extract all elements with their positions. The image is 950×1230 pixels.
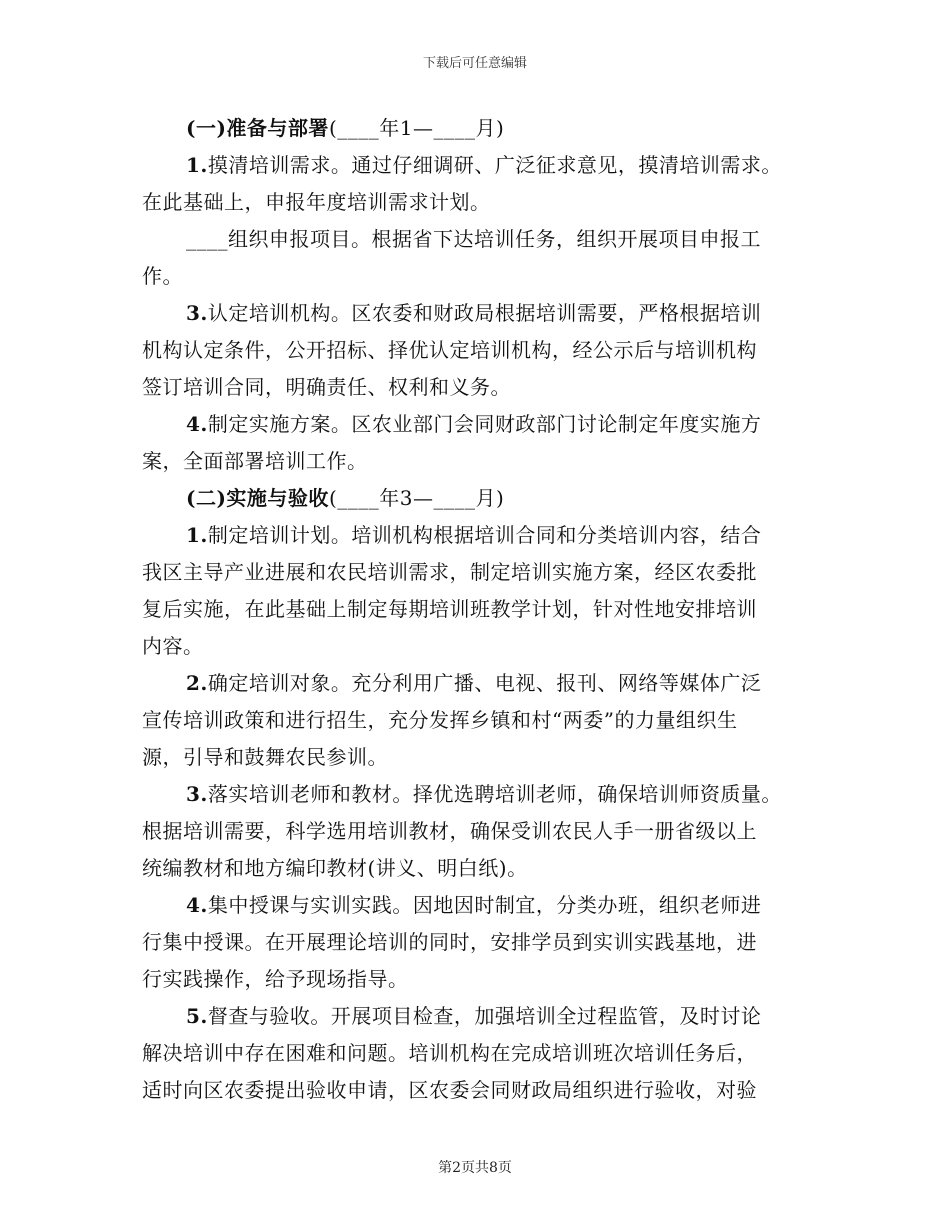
- paragraph-text: 集中授课与实训实践。因地因时制宜，分类办班，组织老师进: [207, 893, 762, 917]
- paragraph-line: [142, 406, 808, 443]
- paragraph-text: 摸清培训需求。通过仔细调研、广泛征求意见，摸清培训需求。: [207, 153, 782, 177]
- paragraph-line: 根据培训需要，科学选用培训教材，确保受训农民人手一册省级以上: [142, 819, 757, 843]
- section-heading-period: (____年1—____月): [328, 116, 505, 140]
- section-heading-label: (二)实施与验收: [186, 486, 329, 510]
- paragraph-text: ____组织申报项目。根据省下达培训任务，组织开展项目申报工: [186, 227, 761, 251]
- paragraph-line: 案，全面部署培训工作。: [142, 449, 368, 473]
- paragraph-line: 复后实施，在此基础上制定每期培训班教学计划，针对性地安排培训: [142, 597, 757, 621]
- section-heading: [142, 110, 808, 147]
- item-number: 3.: [186, 301, 208, 325]
- paragraph-line: [142, 887, 808, 924]
- paragraph-line: [142, 221, 808, 258]
- item-number: 3.: [186, 782, 208, 806]
- paragraph-line: 行实践操作，给予现场指导。: [142, 967, 409, 991]
- paragraph-line: 宣传培训政策和进行招生，充分发挥乡镇和村“两委”的力量组织生: [142, 708, 738, 732]
- item-number: 4.: [186, 893, 208, 917]
- paragraph-text: 落实培训老师和教材。择优选聘培训老师，确保培训师资质量。: [207, 782, 782, 806]
- paragraph-text: 制定培训计划。培训机构根据培训合同和分类培训内容，结合: [207, 523, 762, 547]
- section-heading-period: (____年3—____月): [328, 486, 505, 510]
- paragraph-text: 认定培训机构。区农委和财政局根据培训需要，严格根据培训: [207, 301, 762, 325]
- paragraph-line: 作。: [142, 264, 183, 288]
- section-heading: [142, 480, 808, 517]
- paragraph-line: [142, 998, 808, 1035]
- paragraph-line: 行集中授课。在开展理论培训的同时，安排学员到实训实践基地，进: [142, 930, 757, 954]
- paragraph-line: 内容。: [142, 634, 204, 658]
- paragraph-line: 适时向区农委提出验收申请，区农委会同财政局组织进行验收，对验: [142, 1078, 757, 1102]
- page-number: 第2页共8页: [438, 1160, 512, 1176]
- document-body: [142, 110, 808, 1109]
- paragraph-line: 签订培训合同，明确责任、权利和义务。: [142, 375, 511, 399]
- item-number: 1.: [186, 153, 208, 177]
- item-number: 1.: [186, 523, 208, 547]
- paragraph-line: 解决培训中存在困难和问题。培训机构在完成培训班次培训任务后，: [142, 1041, 757, 1065]
- paragraph-text: 制定实施方案。区农业部门会同财政部门讨论制定年度实施方: [207, 412, 762, 436]
- paragraph-line: [142, 517, 808, 554]
- paragraph-line: 机构认定条件，公开招标、择优认定培训机构，经公示后与培训机构: [142, 338, 757, 362]
- page-header: 下载后可任意编辑: [422, 56, 527, 71]
- paragraph-line: 源，引导和鼓舞农民参训。: [142, 745, 388, 769]
- section-heading-label: (一)准备与部署: [186, 116, 329, 140]
- paragraph-line: [142, 776, 808, 813]
- paragraph-text: 确定培训对象。充分利用广播、电视、报刊、网络等媒体广泛: [207, 671, 762, 695]
- paragraph-line: [142, 295, 808, 332]
- paragraph-line: [142, 147, 808, 184]
- paragraph-text: 督查与验收。开展项目检查，加强培训全过程监管，及时讨论: [207, 1004, 762, 1028]
- item-number: 5.: [186, 1004, 208, 1028]
- item-number: 4.: [186, 412, 208, 436]
- paragraph-line: 统编教材和地方编印教材(讲义、明白纸)。: [142, 856, 528, 880]
- paragraph-line: 我区主导产业进展和农民培训需求，制定培训实施方案，经区农委批: [142, 560, 757, 584]
- paragraph-line: [142, 665, 808, 702]
- item-number: 2.: [186, 671, 208, 695]
- paragraph-line: 在此基础上，申报年度培训需求计划。: [142, 190, 491, 214]
